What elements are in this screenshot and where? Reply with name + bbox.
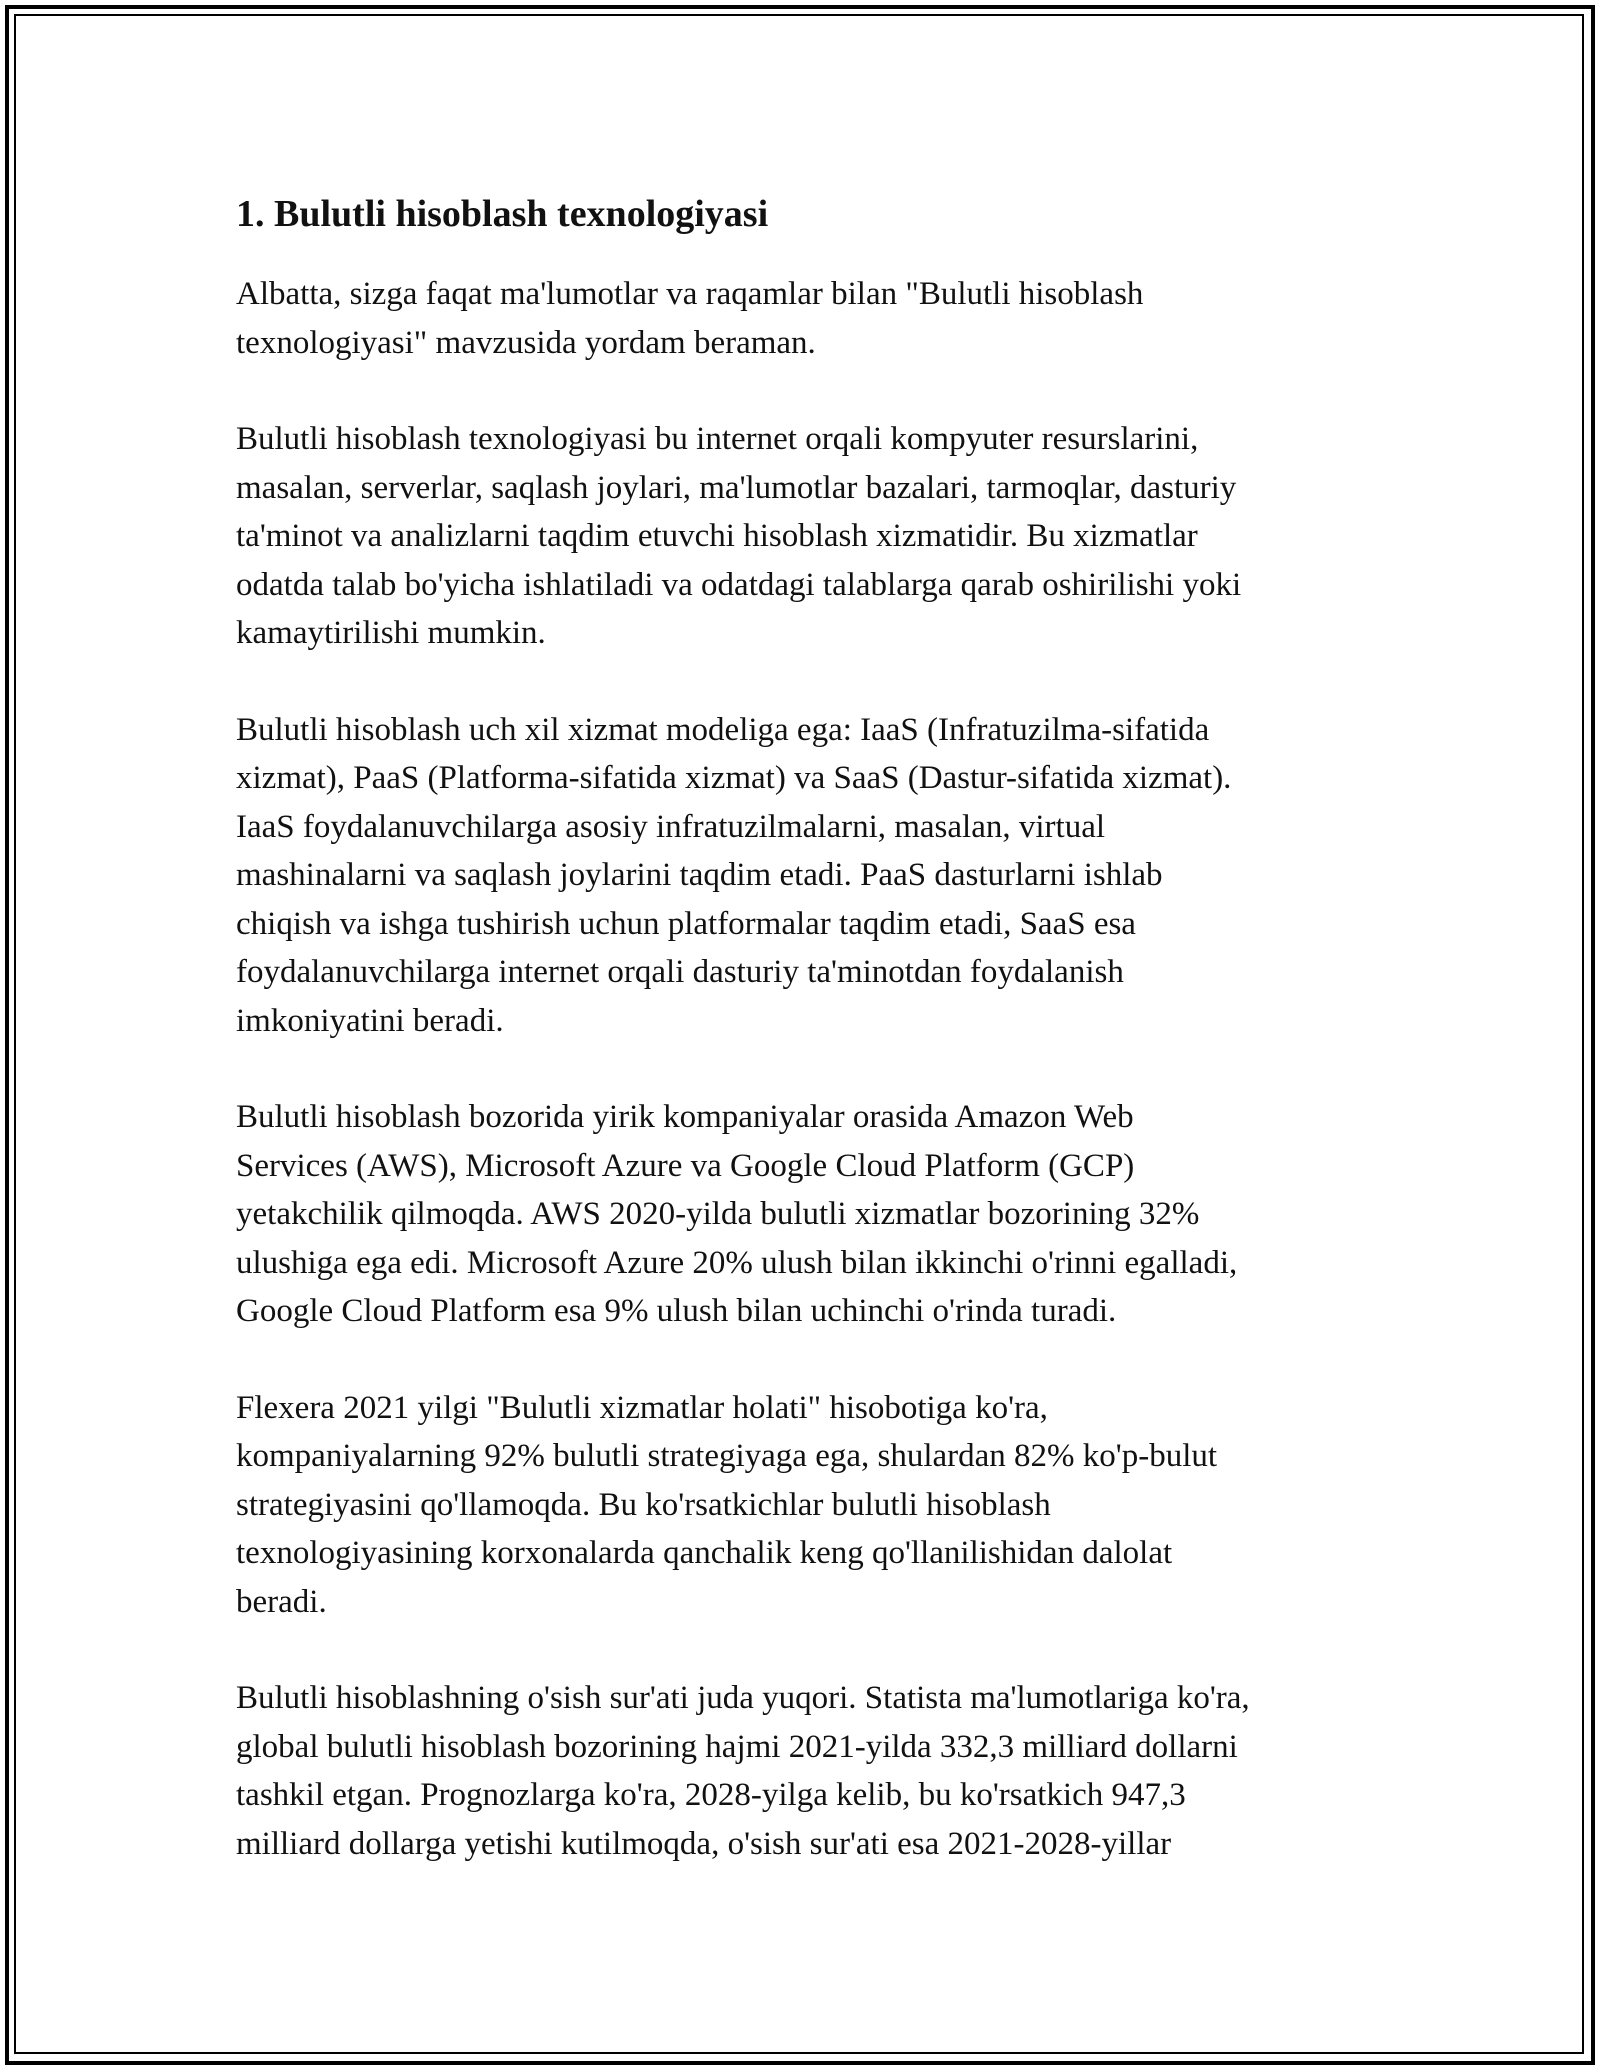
- paragraph-line: chiqish va ishga tushirish uchun platformalar taqdim etadi, SaaS esa: [236, 905, 1136, 942]
- paragraph-definition: [236, 415, 1376, 658]
- paragraph-intro: [236, 270, 1376, 367]
- paragraph-line: imkoniyatini beradi.: [236, 1002, 504, 1039]
- paragraph-line: milliard dollarga yetishi kutilmoqda, o'sish sur'ati esa 2021-2028-yillar: [236, 1825, 1172, 1862]
- paragraph-line: Bulutli hisoblash bozorida yirik kompaniyalar orasida Amazon Web: [236, 1099, 1134, 1135]
- paragraph-line: tashkil etgan. Prognozlarga ko'ra, 2028-yilga kelib, bu ko'rsatkich 947,3: [236, 1777, 1186, 1813]
- paragraph-market-leaders: [236, 1093, 1376, 1336]
- paragraph-line: Google Cloud Platform esa 9% ulush bilan uchinchi o'rinda turadi.: [236, 1293, 1117, 1329]
- paragraph-growth: [236, 1674, 1376, 1868]
- section-heading: 1. Bulutli hisoblash texnologiyasi: [236, 193, 769, 235]
- paragraph-line: ta'minot va analizlarni taqdim etuvchi hisoblash xizmatidir. Bu xizmatlar: [236, 518, 1198, 554]
- paragraph-line: kompaniyalarning 92% bulutli strategiyaga ega, shulardan 82% ko'p-bulut: [236, 1438, 1218, 1474]
- paragraph-line: Albatta, sizga faqat ma'lumotlar va raqamlar bilan "Bulutli hisoblash: [236, 276, 1144, 312]
- paragraph-line: xizmat), PaaS (Platforma-sifatida xizmat) va SaaS (Dastur-sifatida xizmat).: [236, 760, 1232, 796]
- paragraph-line: Bulutli hisoblash uch xil xizmat modeliga ega: IaaS (Infratuzilma-sifatida: [236, 711, 1210, 748]
- paragraph-line: foydalanuvchilarga internet orqali dasturiy ta'minotdan foydalanish: [236, 954, 1124, 990]
- paragraph-line: Flexera 2021 yilgi "Bulutli xizmatlar holati" hisobotiga ko'ra,: [236, 1389, 1048, 1426]
- paragraph-line: masalan, serverlar, saqlash joylari, ma'lumotlar bazalari, tarmoqlar, dasturiy: [236, 469, 1237, 506]
- paragraph-line: texnologiyasining korxonalarda qanchalik keng qo'llanilishidan dalolat: [236, 1535, 1173, 1571]
- paragraph-line: Services (AWS), Microsoft Azure va Google Cloud Platform (GCP): [236, 1147, 1135, 1184]
- document-body: [236, 188, 1376, 1916]
- paragraph-line: odatda talab bo'yicha ishlatiladi va odatdagi talablarga qarab oshirilishi yoki: [236, 566, 1242, 603]
- paragraph-line: strategiyasini qo'llamoqda. Bu ko'rsatkichlar bulutli hisoblash: [236, 1486, 1051, 1523]
- paragraph-line: Bulutli hisoblash texnologiyasi bu internet orqali kompyuter resurslarini,: [236, 421, 1199, 457]
- paragraph-line: kamaytirilishi mumkin.: [236, 615, 546, 651]
- paragraph-flexera-report: [236, 1384, 1376, 1627]
- paragraph-service-models: [236, 706, 1376, 1046]
- paragraph-line: yetakchilik qilmoqda. AWS 2020-yilda bulutli xizmatlar bozorining 32%: [236, 1196, 1200, 1232]
- paragraph-line: ulushiga ega edi. Microsoft Azure 20% ulush bilan ikkinchi o'rinni egalladi,: [236, 1244, 1238, 1281]
- paragraph-line: beradi.: [236, 1583, 327, 1620]
- paragraph-line: texnologiyasi" mavzusida yordam beraman.: [236, 324, 816, 361]
- paragraph-line: IaaS foydalanuvchilarga asosiy infratuzilmalarni, masalan, virtual: [236, 808, 1106, 845]
- paragraph-line: Bulutli hisoblashning o'sish sur'ati juda yuqori. Statista ma'lumotlariga ko'ra,: [236, 1680, 1250, 1716]
- paragraph-line: global bulutli hisoblash bozorining hajmi 2021-yilda 332,3 milliard dollarni: [236, 1728, 1238, 1765]
- paragraph-line: mashinalarni va saqlash joylarini taqdim etadi. PaaS dasturlarni ishlab: [236, 857, 1163, 893]
